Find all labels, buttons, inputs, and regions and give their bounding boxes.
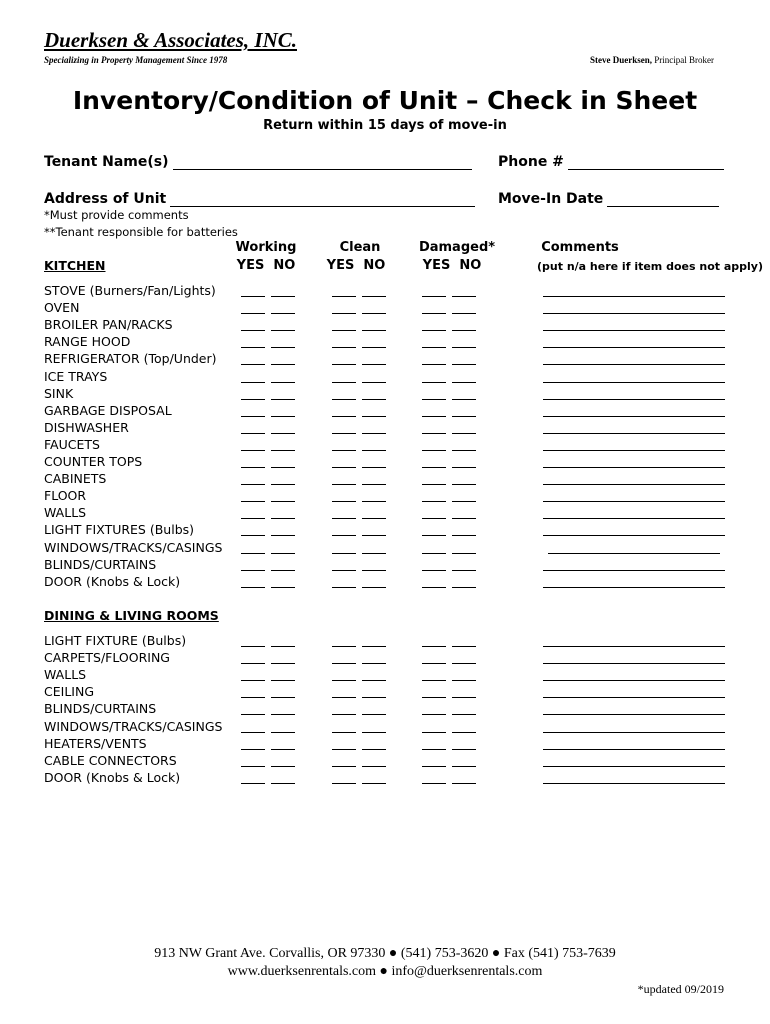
working-no-blank[interactable] (271, 296, 295, 297)
item-label: WINDOWS/TRACKS/CASINGS (44, 539, 223, 555)
comment-line[interactable] (543, 501, 725, 502)
damaged-no-blank[interactable] (452, 347, 476, 348)
phone-label: Phone # (498, 154, 564, 170)
company-tagline: Specializing in Property Management Since 1978 (44, 55, 228, 65)
damaged-no-blank[interactable] (452, 467, 476, 468)
damaged-no-blank[interactable] (452, 535, 476, 536)
working-yes-blank[interactable] (241, 646, 265, 647)
footer-web: www.duerksenrentals.com ● info@duerksenrentals.com (227, 964, 543, 979)
clean-no-blank[interactable] (362, 749, 386, 750)
tenant-name-field[interactable] (44, 154, 472, 170)
item-label: LIGHT FIXTURE (Bulbs) (44, 633, 187, 648)
comments-note: (put n/a here if item does not apply) (537, 260, 763, 273)
address-field[interactable] (44, 191, 475, 207)
clean-yes-blank[interactable] (332, 663, 356, 664)
comment-line[interactable] (543, 680, 725, 681)
clean-no-blank[interactable] (362, 433, 386, 434)
damaged-yes-blank[interactable] (422, 697, 446, 698)
working-no-blank[interactable] (271, 680, 295, 681)
item-label: CABINETS (44, 471, 107, 487)
damaged-no-blank[interactable] (452, 484, 476, 485)
working-yes-blank[interactable] (241, 433, 265, 434)
tenant-name-line[interactable] (173, 155, 472, 170)
clean-yes-blank[interactable] (332, 783, 356, 784)
phone-line[interactable] (568, 155, 724, 170)
working-yes-blank[interactable] (241, 501, 265, 502)
clean-no-blank[interactable] (362, 570, 386, 571)
working-no-blank[interactable] (271, 732, 295, 733)
damaged-no-blank[interactable] (452, 416, 476, 417)
comment-line[interactable] (543, 467, 725, 468)
comment-line[interactable] (543, 783, 725, 784)
working-yes-blank[interactable] (241, 313, 265, 314)
working-no-blank[interactable] (271, 535, 295, 536)
section-title-kitchen: KITCHEN (44, 258, 106, 273)
item-label: CARPETS/FLOORING (44, 650, 170, 666)
footer-address: 913 NW Grant Ave. Corvallis, OR 97330 ● (541) 753-3620 ● Fax (541) 753-7639 (154, 946, 616, 961)
item-label: BLINDS/CURTAINS (44, 556, 157, 572)
comment-line[interactable] (543, 364, 725, 365)
clean-column-header: Clean (339, 240, 381, 255)
damaged-no-blank[interactable] (452, 330, 476, 331)
damaged-column-header: Damaged* (418, 240, 496, 255)
clean-yes-blank[interactable] (332, 450, 356, 451)
damaged-yes-blank[interactable] (422, 680, 446, 681)
clean-no-blank[interactable] (362, 587, 386, 588)
damaged-yes-blank[interactable] (422, 364, 446, 365)
address-line[interactable] (170, 192, 475, 207)
damaged-no-blank[interactable] (452, 313, 476, 314)
clean-yes-blank[interactable] (332, 766, 356, 767)
working-yes-blank[interactable] (241, 570, 265, 571)
damaged-no-blank[interactable] (452, 783, 476, 784)
damaged-yes-blank[interactable] (422, 663, 446, 664)
damaged-no-blank[interactable] (452, 450, 476, 451)
damaged-yes-blank[interactable] (422, 484, 446, 485)
item-label: REFRIGERATOR (Top/Under) (44, 351, 217, 367)
working-no-blank[interactable] (271, 570, 295, 571)
clean-yes-blank[interactable] (332, 296, 356, 297)
working-no-blank[interactable] (271, 313, 295, 314)
clean-yes-blank[interactable] (332, 570, 356, 571)
working-yes-no: YES NO (236, 258, 296, 273)
item-label: COUNTER TOPS (44, 454, 143, 469)
item-label: WALLS (44, 667, 87, 683)
clean-no-blank[interactable] (362, 382, 386, 383)
item-label: HEATERS/VENTS (44, 735, 147, 751)
comment-line[interactable] (543, 416, 725, 417)
damaged-yes-blank[interactable] (422, 399, 446, 400)
clean-no-blank[interactable] (362, 450, 386, 451)
comment-line[interactable] (543, 535, 725, 536)
item-label: LIGHT FIXTURES (Bulbs) (44, 522, 195, 538)
working-no-blank[interactable] (271, 433, 295, 434)
clean-no-blank[interactable] (362, 313, 386, 314)
working-yes-blank[interactable] (241, 364, 265, 365)
damaged-no-blank[interactable] (452, 732, 476, 733)
clean-yes-blank[interactable] (332, 680, 356, 681)
working-yes-blank[interactable] (241, 697, 265, 698)
clean-yes-no: YES NO (326, 258, 386, 273)
working-no-blank[interactable] (271, 501, 295, 502)
item-label: RANGE HOOD (44, 334, 131, 350)
item-label: DISHWASHER (44, 419, 129, 435)
clean-no-blank[interactable] (362, 518, 386, 519)
item-label: CABLE CONNECTORS (44, 752, 177, 768)
damaged-no-blank[interactable] (452, 714, 476, 715)
comment-line[interactable] (543, 330, 725, 331)
clean-no-blank[interactable] (362, 783, 386, 784)
clean-yes-blank[interactable] (332, 646, 356, 647)
working-yes-blank[interactable] (241, 714, 265, 715)
damaged-no-blank[interactable] (452, 364, 476, 365)
damaged-yes-blank[interactable] (422, 553, 446, 554)
item-label: FLOOR (44, 488, 87, 504)
working-no-blank[interactable] (271, 399, 295, 400)
page-subtitle: Return within 15 days of move-in (263, 118, 507, 133)
item-label: BROILER PAN/RACKS (44, 317, 173, 333)
working-yes-blank[interactable] (241, 663, 265, 664)
damaged-no-blank[interactable] (452, 749, 476, 750)
broker-name: Steve Duerksen, (590, 55, 652, 65)
working-no-blank[interactable] (271, 783, 295, 784)
clean-no-blank[interactable] (362, 663, 386, 664)
comment-line[interactable] (543, 749, 725, 750)
comment-line[interactable] (543, 587, 725, 588)
clean-no-blank[interactable] (362, 347, 386, 348)
clean-yes-blank[interactable] (332, 697, 356, 698)
clean-no-blank[interactable] (362, 680, 386, 681)
clean-no-blank[interactable] (362, 766, 386, 767)
damaged-yes-blank[interactable] (422, 535, 446, 536)
clean-yes-blank[interactable] (332, 416, 356, 417)
damaged-no-blank[interactable] (452, 587, 476, 588)
note-comments: *Must provide comments (44, 208, 189, 222)
working-yes-blank[interactable] (241, 450, 265, 451)
working-no-blank[interactable] (271, 766, 295, 767)
clean-no-blank[interactable] (362, 296, 386, 297)
comment-line[interactable] (543, 313, 725, 314)
clean-no-blank[interactable] (362, 467, 386, 468)
working-no-blank[interactable] (271, 347, 295, 348)
damaged-yes-blank[interactable] (422, 313, 446, 314)
clean-yes-blank[interactable] (332, 330, 356, 331)
damaged-yes-blank[interactable] (422, 570, 446, 571)
working-yes-blank[interactable] (241, 680, 265, 681)
comment-line[interactable] (543, 382, 725, 383)
damaged-no-blank[interactable] (452, 501, 476, 502)
working-yes-blank[interactable] (241, 535, 265, 536)
working-yes-blank[interactable] (241, 766, 265, 767)
clean-yes-blank[interactable] (332, 749, 356, 750)
clean-yes-blank[interactable] (332, 501, 356, 502)
item-label: SINK (44, 385, 74, 401)
damaged-no-blank[interactable] (452, 570, 476, 571)
clean-yes-blank[interactable] (332, 433, 356, 434)
company-name: Duerksen & Associates, INC. (44, 28, 297, 52)
damaged-yes-blank[interactable] (422, 766, 446, 767)
item-label: WINDOWS/TRACKS/CASINGS (44, 718, 223, 734)
clean-yes-blank[interactable] (332, 382, 356, 383)
working-no-blank[interactable] (271, 697, 295, 698)
working-no-blank[interactable] (271, 467, 295, 468)
damaged-yes-blank[interactable] (422, 467, 446, 468)
working-yes-blank[interactable] (241, 399, 265, 400)
item-label: BLINDS/CURTAINS (44, 701, 157, 717)
damaged-yes-blank[interactable] (422, 433, 446, 434)
working-yes-blank[interactable] (241, 467, 265, 468)
broker-title: Principal Broker (652, 55, 714, 65)
tenant-name-label: Tenant Name(s) (44, 154, 169, 170)
working-no-blank[interactable] (271, 330, 295, 331)
damaged-yes-no: YES NO (422, 258, 482, 273)
damaged-yes-blank[interactable] (422, 732, 446, 733)
comment-line[interactable] (543, 766, 725, 767)
clean-no-blank[interactable] (362, 697, 386, 698)
address-label: Address of Unit (44, 191, 167, 207)
comment-line[interactable] (543, 450, 725, 451)
item-label: CEILING (44, 684, 94, 700)
damaged-no-blank[interactable] (452, 663, 476, 664)
comment-line[interactable] (543, 433, 725, 434)
clean-yes-blank[interactable] (332, 347, 356, 348)
damaged-yes-blank[interactable] (422, 347, 446, 348)
working-no-blank[interactable] (271, 364, 295, 365)
updated-date: *updated 09/2019 (637, 982, 724, 996)
clean-yes-blank[interactable] (332, 587, 356, 588)
working-yes-blank[interactable] (241, 484, 265, 485)
working-yes-blank[interactable] (241, 296, 265, 297)
damaged-no-blank[interactable] (452, 697, 476, 698)
damaged-no-blank[interactable] (452, 553, 476, 554)
comment-line[interactable] (543, 714, 725, 715)
item-label: OVEN (44, 300, 80, 316)
damaged-no-blank[interactable] (452, 646, 476, 647)
clean-yes-blank[interactable] (332, 313, 356, 314)
working-no-blank[interactable] (271, 587, 295, 588)
comment-line[interactable] (543, 570, 725, 571)
damaged-no-blank[interactable] (452, 766, 476, 767)
comment-line[interactable] (543, 663, 725, 664)
comment-line[interactable] (543, 484, 725, 485)
working-yes-blank[interactable] (241, 749, 265, 750)
clean-no-blank[interactable] (362, 399, 386, 400)
working-no-blank[interactable] (271, 646, 295, 647)
damaged-no-blank[interactable] (452, 518, 476, 519)
item-label: WALLS (44, 505, 87, 521)
clean-yes-blank[interactable] (332, 364, 356, 365)
note-batteries: **Tenant responsible for batteries (44, 225, 238, 239)
damaged-no-blank[interactable] (452, 399, 476, 400)
clean-yes-blank[interactable] (332, 714, 356, 715)
item-label: DOOR (Knobs & Lock) (44, 769, 181, 785)
damaged-yes-blank[interactable] (422, 518, 446, 519)
clean-yes-blank[interactable] (332, 399, 356, 400)
phone-field[interactable] (498, 154, 724, 170)
working-yes-blank[interactable] (241, 587, 265, 588)
clean-yes-blank[interactable] (332, 732, 356, 733)
working-yes-blank[interactable] (241, 382, 265, 383)
working-no-blank[interactable] (271, 450, 295, 451)
clean-no-blank[interactable] (362, 416, 386, 417)
comments-column-header: Comments (541, 240, 619, 255)
clean-no-blank[interactable] (362, 484, 386, 485)
move-in-date-field[interactable] (498, 191, 719, 207)
item-label: GARBAGE DISPOSAL (44, 402, 172, 418)
comment-line[interactable] (548, 553, 720, 554)
damaged-yes-blank[interactable] (422, 501, 446, 502)
working-yes-blank[interactable] (241, 347, 265, 348)
working-yes-blank[interactable] (241, 783, 265, 784)
clean-yes-blank[interactable] (332, 467, 356, 468)
clean-no-blank[interactable] (362, 364, 386, 365)
item-label: STOVE (Burners/Fan/Lights) (44, 283, 216, 298)
comment-line[interactable] (543, 697, 725, 698)
damaged-no-blank[interactable] (452, 382, 476, 383)
damaged-yes-blank[interactable] (422, 587, 446, 588)
damaged-no-blank[interactable] (452, 296, 476, 297)
working-no-blank[interactable] (271, 553, 295, 554)
comment-line[interactable] (543, 347, 725, 348)
clean-yes-blank[interactable] (332, 535, 356, 536)
damaged-yes-blank[interactable] (422, 330, 446, 331)
item-label: FAUCETS (44, 436, 100, 452)
damaged-yes-blank[interactable] (422, 416, 446, 417)
damaged-yes-blank[interactable] (422, 646, 446, 647)
damaged-yes-blank[interactable] (422, 382, 446, 383)
working-no-blank[interactable] (271, 416, 295, 417)
working-yes-blank[interactable] (241, 416, 265, 417)
working-no-blank[interactable] (271, 749, 295, 750)
clean-no-blank[interactable] (362, 535, 386, 536)
working-yes-blank[interactable] (241, 553, 265, 554)
clean-yes-blank[interactable] (332, 518, 356, 519)
item-label: DOOR (Knobs & Lock) (44, 573, 181, 589)
clean-yes-blank[interactable] (332, 553, 356, 554)
clean-no-blank[interactable] (362, 553, 386, 554)
damaged-yes-blank[interactable] (422, 296, 446, 297)
move-in-date-label: Move-In Date (498, 191, 604, 207)
clean-no-blank[interactable] (362, 646, 386, 647)
clean-no-blank[interactable] (362, 330, 386, 331)
working-yes-blank[interactable] (241, 518, 265, 519)
working-no-blank[interactable] (271, 484, 295, 485)
working-no-blank[interactable] (271, 518, 295, 519)
section-title-dining-living: DINING & LIVING ROOMS (44, 608, 219, 623)
comment-line[interactable] (543, 399, 725, 400)
working-column-header: Working (235, 240, 297, 255)
working-yes-blank[interactable] (241, 330, 265, 331)
clean-yes-blank[interactable] (332, 484, 356, 485)
damaged-yes-blank[interactable] (422, 450, 446, 451)
comment-line[interactable] (543, 518, 725, 519)
move-in-date-line[interactable] (607, 192, 719, 207)
damaged-no-blank[interactable] (452, 433, 476, 434)
working-no-blank[interactable] (271, 663, 295, 664)
damaged-yes-blank[interactable] (422, 749, 446, 750)
comment-line[interactable] (543, 296, 725, 297)
clean-no-blank[interactable] (362, 714, 386, 715)
working-yes-blank[interactable] (241, 732, 265, 733)
clean-no-blank[interactable] (362, 501, 386, 502)
comment-line[interactable] (543, 732, 725, 733)
working-no-blank[interactable] (271, 382, 295, 383)
broker-info (590, 55, 714, 65)
page-title: Inventory/Condition of Unit – Check in Sheet (72, 86, 698, 115)
item-label: ICE TRAYS (44, 368, 108, 384)
damaged-yes-blank[interactable] (422, 714, 446, 715)
working-no-blank[interactable] (271, 714, 295, 715)
clean-no-blank[interactable] (362, 732, 386, 733)
damaged-yes-blank[interactable] (422, 783, 446, 784)
damaged-no-blank[interactable] (452, 680, 476, 681)
comment-line[interactable] (543, 646, 725, 647)
